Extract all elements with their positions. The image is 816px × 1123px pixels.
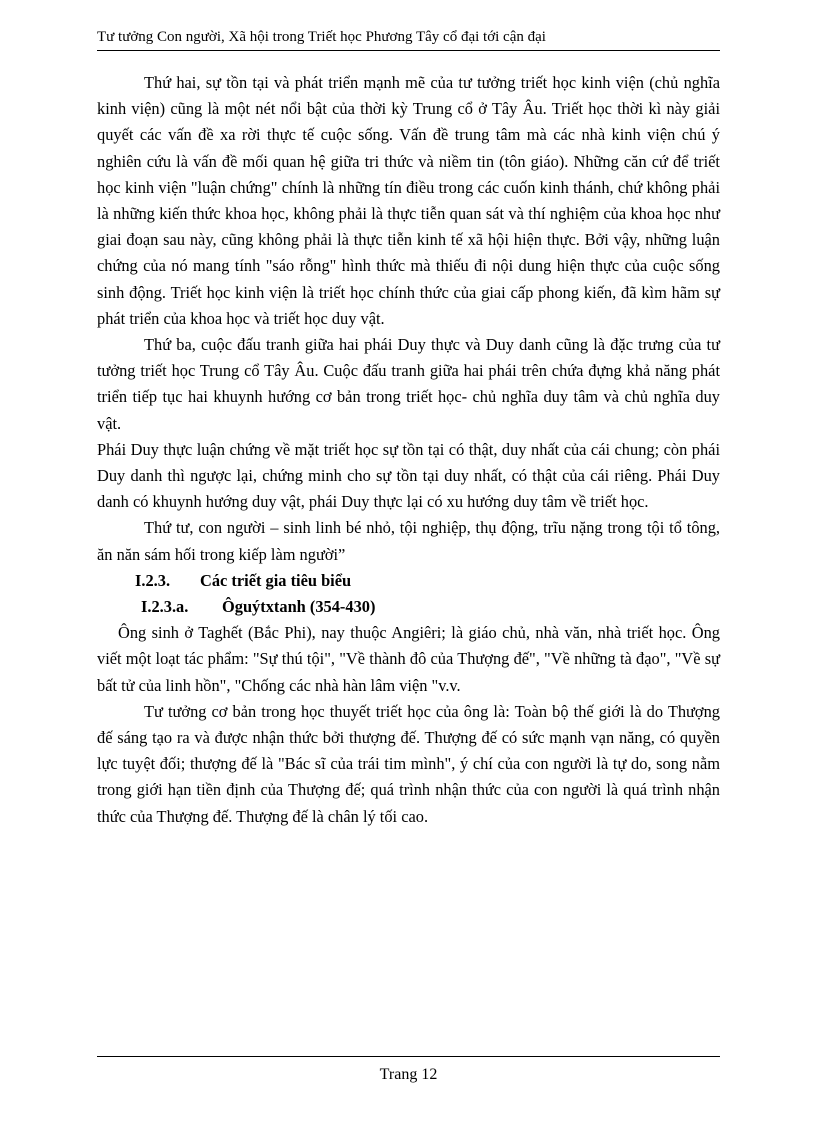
paragraph-thu-tu: Thứ tư, con người – sinh linh bé nhỏ, tội nghiệp, thụ động, trĩu nặng trong tội tổ tông, ăn năn sám hối trong kiếp làm người”: [97, 518, 720, 564]
paragraph-duy-thuc: Phái Duy thực luận chứng về mặt triết học sự tồn tại có thật, duy nhất của cái chung; còn phái Duy danh thì ngược lại, chứng minh cho sự tồn tại duy nhất, có thật của cái riêng. Phái Duy danh có khuynh hướng duy vật, phái Duy thực lại có xu hướng duy tâm về triết học.: [97, 439, 720, 512]
subsection-heading: [97, 594, 720, 620]
page-header: [97, 26, 720, 51]
section-heading: [97, 568, 720, 594]
paragraph-thu-ba: Thứ ba, cuộc đấu tranh giữa hai phái Duy thực và Duy danh cũng là đặc trưng của tư tưởng triết học Trung cổ Tây Âu. Cuộc đấu tranh giữa hai phái trên chứa đựng khả năng phát triển tiếp tục hai khuynh hướng cơ bản trong triết học- chủ nghĩa duy tâm và chủ nghĩa duy vật.: [97, 335, 720, 433]
footer-divider: [97, 1056, 720, 1057]
paragraph-basic-thought: Tư tưởng cơ bản trong học thuyết triết học của ông là: Toàn bộ thế giới là do Thượng đế sáng tạo ra và được nhận thức bởi thượng đế. Thượng đế có sức mạnh vạn năng, có quyền lực tuyệt đối; thượng đế là "Bác sĩ của trái tim mình", ý chí của con người là tự do, song nằm trong giới hạn tiền định của Thượng đế; quá trình nhận thức của con người là quá trình nhận thức của Thượng đế. Thượng đế là chân lý tối cao.: [97, 701, 720, 826]
subsection-number: I.2.3.a.: [141, 597, 189, 617]
subsection-title: Ôguýtxtanh (354-430): [222, 597, 376, 617]
section-title: Các triết gia tiêu biểu: [200, 570, 352, 590]
paragraph-biography: Ông sinh ở Taghết (Bắc Phi), nay thuộc Angiêri; là giáo chủ, nhà văn, nhà triết học. Ông viết một loạt tác phẩm: "Sự thú tội", "Về thành đô của Thượng đế", "Về những tà đạo", "Về sự bất tử của linh hồn", "Chống các nhà hàn lâm viện "v.v.: [97, 623, 720, 695]
header-title: Tư tưởng Con người, Xã hội trong Triết học Phương Tây cổ đại tới cận đại: [97, 29, 546, 45]
page-number: Trang 12: [379, 1066, 438, 1083]
page-body: [97, 70, 720, 830]
section-number: I.2.3.: [135, 570, 171, 590]
paragraph-thu-hai: Thứ hai, sự tồn tại và phát triển mạnh mẽ của tư tưởng triết học kinh viện (chủ nghĩa kinh viện) cũng là một nét nổi bật của thời kỳ Trung cổ ở Tây Âu. Triết học thời kì này giải quyết các vấn đề xa rời thực tế cuộc sống. Vấn đề trung tâm mà các nhà kinh viện chú ý nghiên cứu là vấn đề mối quan hệ giữa tri thức và niềm tin (tôn giáo). Những căn cứ để triết học kinh viện "luận chứng" chính là những tín điều trong các cuốn kinh thánh, chứ không phải là những kiến thức khoa học, không phải là thực tiễn quan sát và thí nghiệm của khoa học như giai đoạn sau này, cũng không phải là thực tiễn kinh tế xã hội hiện thực. Bởi vậy, những luận chứng của nó mang tính "sáo rỗng" hình thức mà thiếu đi nội dung hiện thực của cuộc sống sinh động. Triết học kinh viện là triết học chính thức của giai cấp phong kiến, đã kìm hãm sự phát triển của khoa học và triết học duy vật.: [97, 73, 720, 328]
